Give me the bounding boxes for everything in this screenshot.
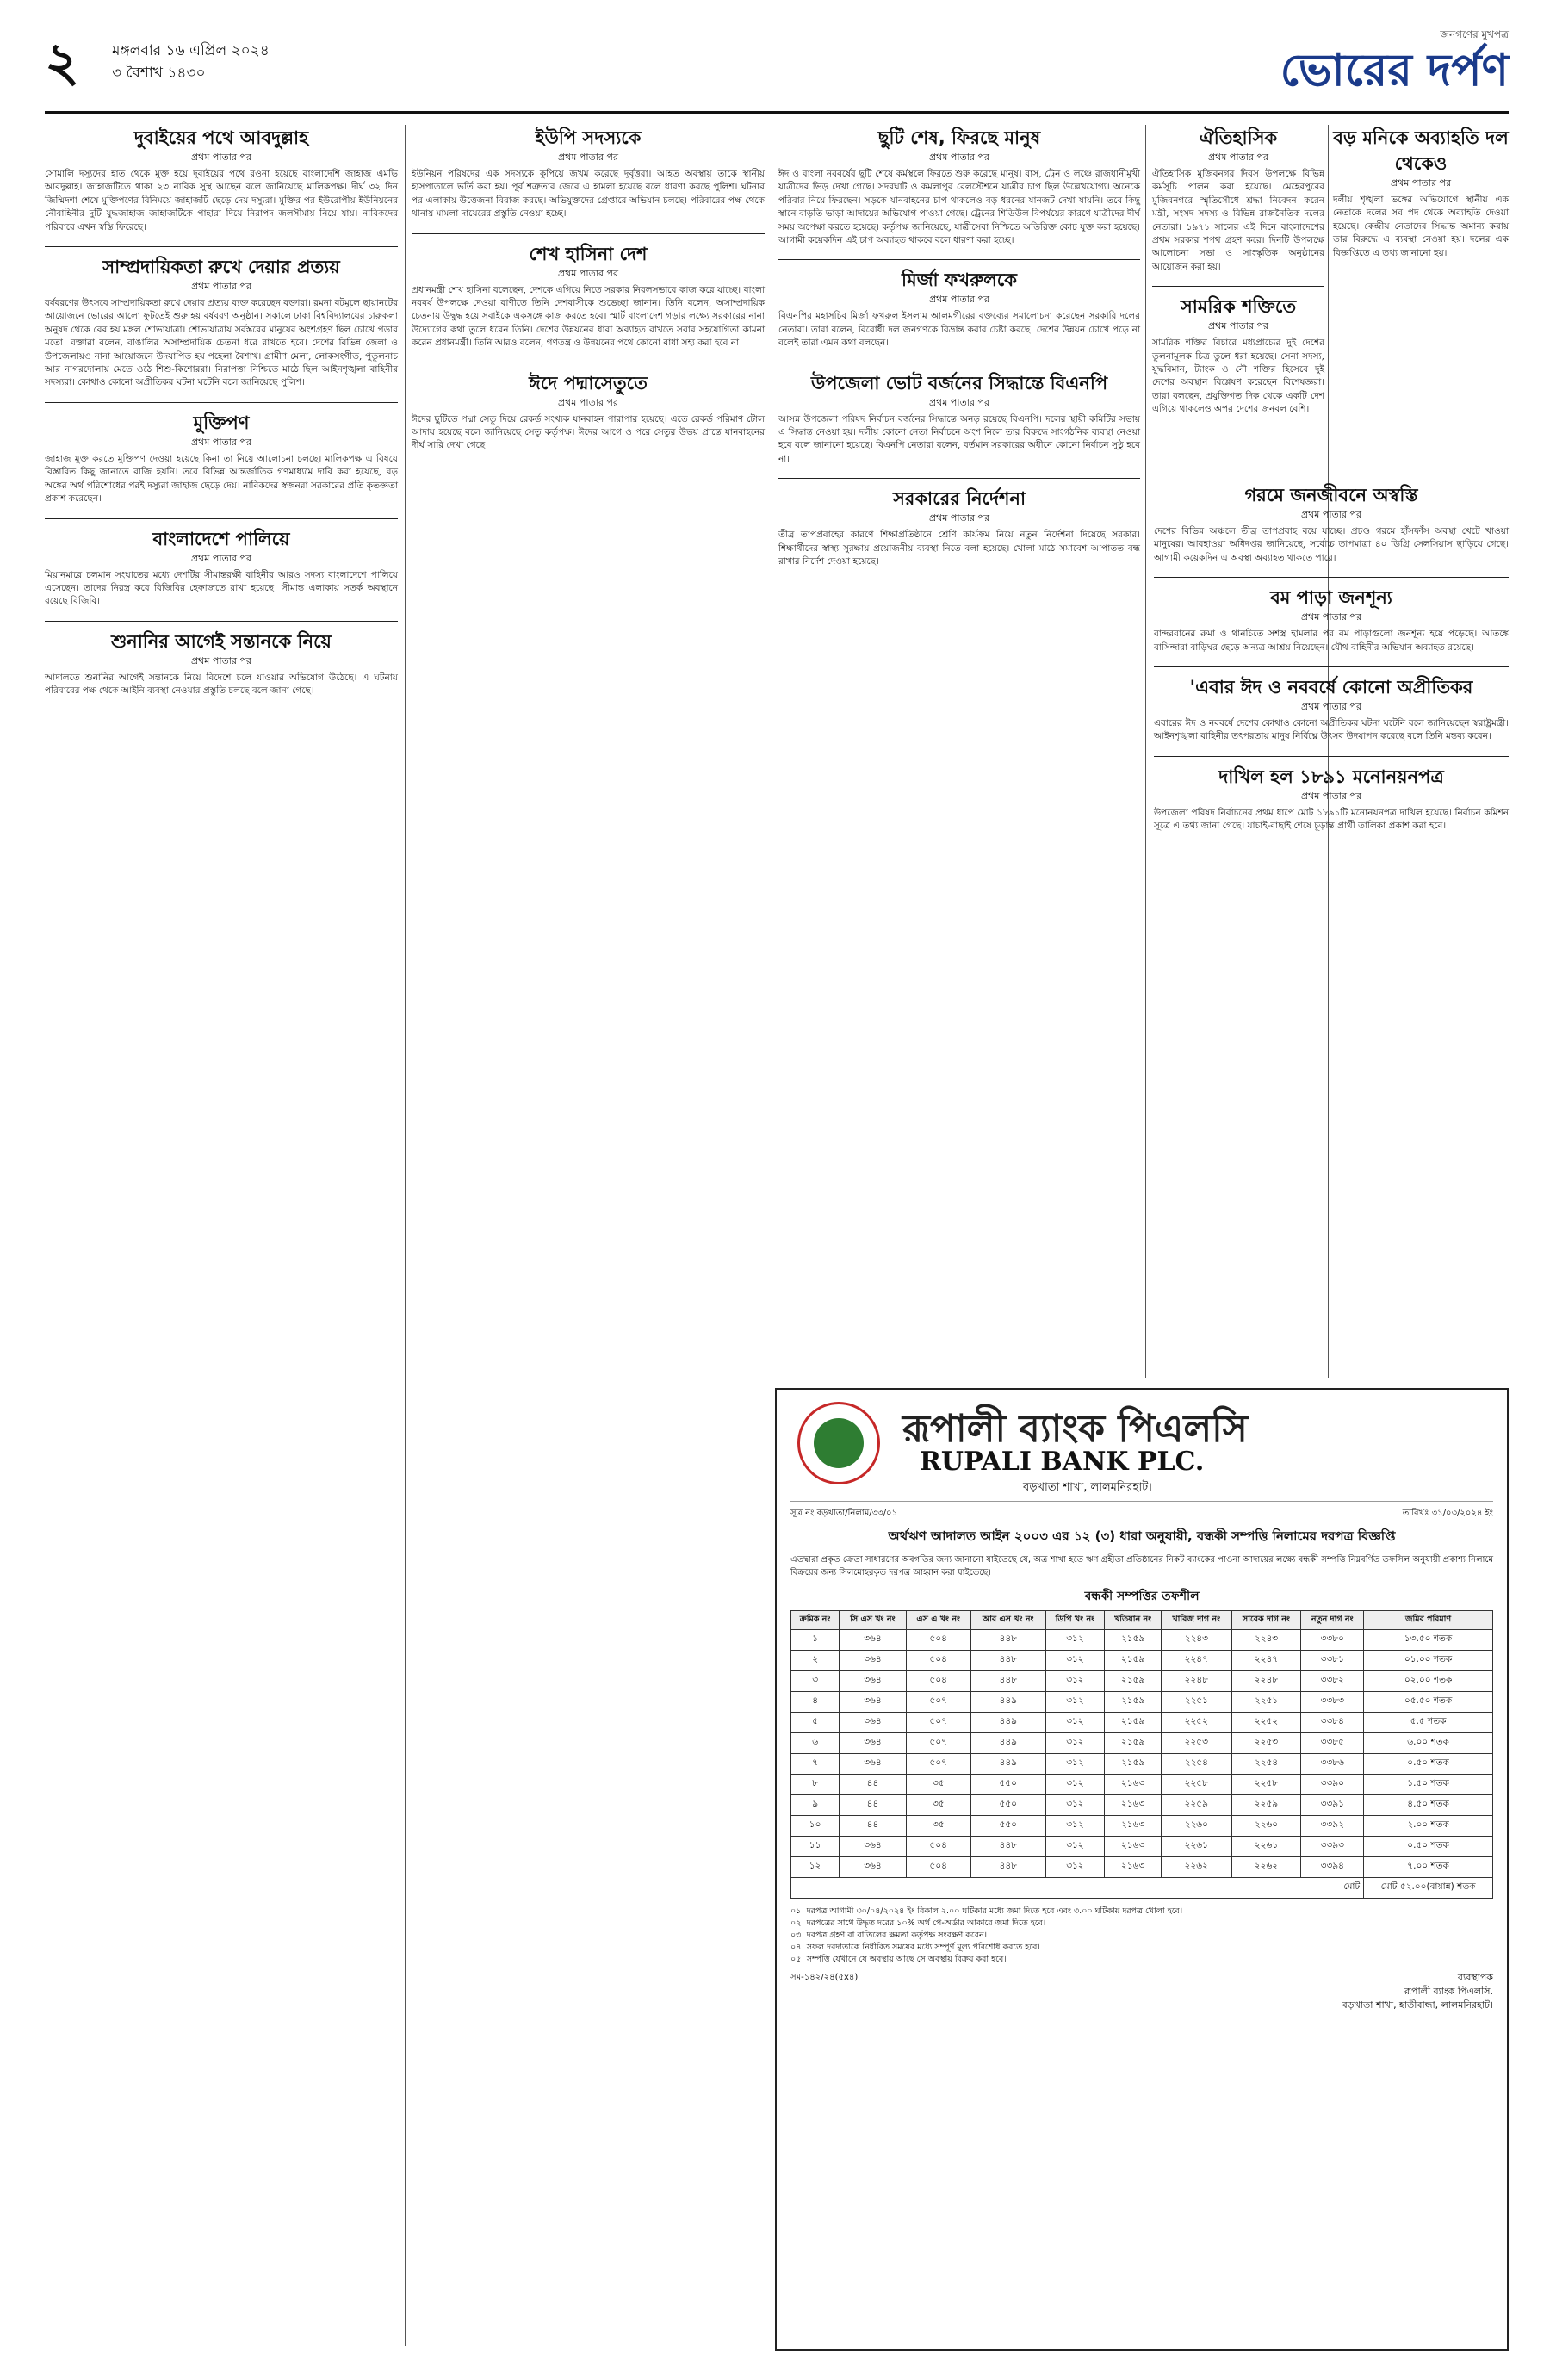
article-govt-directive — [778, 486, 1140, 568]
continued-label: প্রথম পাতার পর — [1207, 320, 1269, 332]
column-5-top — [1333, 125, 1509, 272]
continued-label: প্রথম পাতার পর — [190, 281, 252, 293]
table-cell: ৩১২ — [1045, 1733, 1105, 1754]
masthead — [45, 28, 1509, 114]
table-row — [791, 1837, 1493, 1857]
ad-body: এতদ্বারা প্রকৃত ক্রেতা সাধারণের অবগতির জন্য জানানো যাইতেছে যে, অত্র শাখা হতে ঋণ গ্রহীতা প্রতিষ্ঠানের নিকট ব্যাংকের পাওনা আদায়ের লক্ষ্যে বন্ধকী সম্পত্তি নিম্নবর্ণিত তফসিল অনুযায়ী প্রকাশ্য নিলামে বিক্রয়ের জন্য সিলমোহরকৃত দরপত্র আহ্বান করা যাইতেছে। — [790, 1555, 1493, 1577]
table-cell: ৪৪ — [840, 1795, 906, 1816]
article-title: মির্জা ফখরুলকে — [902, 270, 1017, 291]
schedule-title: বন্ধকী সম্পত্তির তফশীল — [1084, 1590, 1200, 1603]
property-schedule-table — [790, 1610, 1493, 1899]
article-communalism — [45, 254, 398, 390]
table-cell: ২২৪৩ — [1231, 1630, 1301, 1651]
article-eid-no-incident — [1154, 674, 1509, 744]
table-cell: ০৫.৫০ শতক — [1364, 1692, 1493, 1713]
date-line-bangla: ৩ বৈশাখ ১৪৩০ — [112, 65, 206, 82]
table-cell: ৩১২ — [1045, 1754, 1105, 1775]
total-value: মোট ৫২.০০(বায়ান্ন) শতক — [1364, 1878, 1493, 1899]
table-cell: ২২৬২ — [1162, 1857, 1232, 1878]
table-cell: ৩৬৪ — [840, 1692, 906, 1713]
table-cell: ২১৬৩ — [1105, 1857, 1162, 1878]
table-row — [791, 1775, 1493, 1795]
ad-header — [790, 1398, 1493, 1502]
table-cell: ৩৬৪ — [840, 1733, 906, 1754]
table-cell: ৪৪৮ — [970, 1651, 1045, 1671]
table-cell: ৩ — [791, 1671, 840, 1692]
bank-name-bn: রূপালী ব্যাংক পিএলসি — [902, 1407, 1248, 1451]
article-title: ঐতিহাসিক — [1199, 127, 1278, 148]
table-cell: ৫৫০ — [970, 1795, 1045, 1816]
table-cell: ২ — [791, 1651, 840, 1671]
article-body: দলীয় শৃঙ্খলা ভঙ্গের অভিযোগে স্থানীয় এক নেতাকে দলের সব পদ থেকে অব্যাহতি দেওয়া হয়েছে। কেন্দ্রীয় নেতাদের সিদ্ধান্ত অমান্য করায় তার বিরুদ্ধে এ ব্যবস্থা নেওয়া হয়। দলের এক বিজ্ঞপ্তিতে এ তথ্য জানানো হয়। — [1333, 195, 1509, 258]
table-cell: ২২৪৭ — [1162, 1651, 1232, 1671]
bank-branch: বড়খাতা শাখা, লালমনিরহাট। — [1023, 1481, 1152, 1494]
article-holiday-ends — [778, 125, 1140, 247]
logo-tagline: জনগণের মুখপত্র — [1440, 28, 1509, 40]
table-header-cell: সি এস খং নং — [840, 1611, 906, 1630]
article-body: ঐতিহাসিক মুজিবনগর দিবস উপলক্ষে বিভিন্ন কর্মসূচি পালন করা হয়েছে। মেহেরপুরের মুজিবনগরে স্মৃতিসৌধে শ্রদ্ধা নিবেদন করেন মন্ত্রী, সংসদ সদস্য ও বিভিন্ন রাজনৈতিক দলের নেতারা। ১৯৭১ সালের এই দিনে বাংলাদেশের প্রথম সরকার শপথ গ্রহণ করে। দিনটি উপলক্ষে আলোচনা সভা ও সাংস্কৃতিক অনুষ্ঠানের আয়োজন করা হয়। — [1152, 169, 1324, 272]
table-header-cell: আর এস খং নং — [970, 1611, 1045, 1630]
table-cell: ৫.৫ শতক — [1364, 1713, 1493, 1733]
article-sheikh-hasina — [412, 241, 765, 350]
table-cell: ২১৫৯ — [1105, 1630, 1162, 1651]
continued-label: প্রথম পাতার পর — [1300, 701, 1362, 713]
ad-term-item: ০১। দরপত্র আগামী ৩০/০৪/২০২৪ ইং বিকাল ২.০০ ঘটিকার মধ্যে জমা দিতে হবে এবং ৩.০০ ঘটিকায় দরপত্র খোলা হবে। — [790, 1906, 1183, 1916]
continued-label: প্রথম পাতার পর — [928, 396, 990, 408]
article-dubai — [45, 125, 398, 234]
page-number: ২ — [45, 30, 80, 93]
table-cell: ২১৬৩ — [1105, 1816, 1162, 1837]
table-cell: ১ — [791, 1630, 840, 1651]
article-body: এবারের ঈদ ও নববর্ষে দেশের কোথাও কোনো অপ্রীতিকর ঘটনা ঘটেনি বলে জানিয়েছেন স্বরাষ্ট্রমন্ত্রী। আইনশৃঙ্খলা বাহিনীর তৎপরতায় মানুষ নির্বিঘ্নে উৎসব উদযাপন করেছে বলে তিনি মন্তব্য করেন। — [1154, 718, 1509, 742]
continued-label: প্রথম পাতার পর — [1300, 509, 1362, 520]
article-body: তীব্র তাপপ্রবাহের কারণে শিক্ষাপ্রতিষ্ঠানে শ্রেণি কার্যক্রম নিয়ে নতুন নির্দেশনা দিয়েছে সরকার। শিক্ষার্থীদের স্বাস্থ্য সুরক্ষায় প্রয়োজনীয় ব্যবস্থা নিতে বলা হয়েছে। খোলা মাঠে সমাবেশ আপাতত বন্ধ রাখার নির্দেশ দেওয়া হয়েছে। — [778, 530, 1140, 567]
article-title: শেখ হাসিনা দেশ — [529, 243, 648, 264]
table-cell: ০.৫০ শতক — [1364, 1837, 1493, 1857]
continued-label: প্রথম পাতার পর — [190, 552, 252, 564]
table-cell: ৩১২ — [1045, 1630, 1105, 1651]
ad-terms-list — [790, 1906, 1493, 1966]
table-cell: ১৩.৫০ শতক — [1364, 1630, 1493, 1651]
table-cell: ৭ — [791, 1754, 840, 1775]
table-cell: ২১৬৩ — [1105, 1837, 1162, 1857]
table-row — [791, 1692, 1493, 1713]
continued-label: প্রথম পাতার পর — [190, 152, 252, 163]
table-cell: ১.৫০ শতক — [1364, 1775, 1493, 1795]
table-cell: ৩৩৯৪ — [1301, 1857, 1364, 1878]
table-cell: ৩৬৪ — [840, 1630, 906, 1651]
table-cell: ৪৪৯ — [970, 1754, 1045, 1775]
logo-name: ভোরের দর্পণ — [1280, 44, 1509, 96]
right-stack — [1154, 482, 1509, 846]
column-3 — [778, 125, 1140, 581]
continued-label: প্রথম পাতার পর — [1390, 177, 1452, 189]
table-cell: ৪ — [791, 1692, 840, 1713]
issue-date — [112, 40, 270, 84]
table-cell: ২২৪৩ — [1162, 1630, 1232, 1651]
table-header-cell: খারিজ দাগ নং — [1162, 1611, 1232, 1630]
ad-term-item: ০২। দরপত্রের সাথে উদ্ধৃত দরের ১০% অর্থ পে-অর্ডার আকারে জমা দিতে হবে। — [790, 1918, 1046, 1928]
sign-bank: রূপালী ব্যাংক পিএলসি. — [1404, 1986, 1493, 1997]
ad-ref-row — [790, 1507, 1493, 1522]
article-body: দেশের বিভিন্ন অঞ্চলে তীব্র তাপপ্রবাহ বয়ে যাচ্ছে। প্রচণ্ড গরমে হাঁসফাঁস অবস্থা খেটে খাওয়া মানুষের। আবহাওয়া অধিদপ্তর জানিয়েছে, সর্বোচ্চ তাপমাত্রা ৪০ ডিগ্রি সেলসিয়াস ছাড়িয়ে গেছে। আগামী কয়েকদিন এ অবস্থা অব্যাহত থাকতে পারে। — [1154, 526, 1509, 563]
table-cell: ২২৬০ — [1162, 1816, 1232, 1837]
continued-label: প্রথম পাতার পর — [1300, 790, 1362, 802]
table-cell: ৩১২ — [1045, 1775, 1105, 1795]
table-cell: ৩৩৮৬ — [1301, 1754, 1364, 1775]
table-cell: ৩৩৯০ — [1301, 1775, 1364, 1795]
table-cell: ১০ — [791, 1816, 840, 1837]
continued-label: প্রথম পাতার পর — [557, 267, 619, 279]
continued-label: প্রথম পাতার পর — [1300, 611, 1362, 623]
table-row — [791, 1630, 1493, 1651]
table-cell: ৩৩৯২ — [1301, 1816, 1364, 1837]
table-cell: ৮ — [791, 1775, 840, 1795]
article-title: দাখিল হল ১৮৯১ মনোনয়নপত্র — [1218, 765, 1444, 787]
table-row — [791, 1713, 1493, 1733]
table-cell: ৩৬৪ — [840, 1857, 906, 1878]
table-cell: ৪৪৮ — [970, 1671, 1045, 1692]
table-cell: ৫৫০ — [970, 1816, 1045, 1837]
table-row — [791, 1816, 1493, 1837]
continued-label: প্রথম পাতার পর — [557, 396, 619, 408]
ad-notice-title: অর্থঋণ আদালত আইন ২০০৩ এর ১২ (৩) ধারা অনুযায়ী, বন্ধকী সম্পত্তি নিলামের দরপত্র বিজ্ঞপ্তি — [888, 1528, 1396, 1544]
table-cell: ২২৫২ — [1231, 1713, 1301, 1733]
article-body: মিয়ানমারে চলমান সংঘাতের মধ্যে দেশটির সীমান্তরক্ষী বাহিনীর আরও সদস্য বাংলাদেশে পালিয়ে এসেছেন। তাদের নিরস্ত্র করে বিজিবির হেফাজতে রাখা হয়েছে। সীমান্ত এলাকায় সতর্ক অবস্থানে রয়েছে বিজিবি। — [45, 569, 398, 607]
table-cell: ৫৫০ — [970, 1775, 1045, 1795]
table-cell: ৫০৭ — [906, 1713, 970, 1733]
table-cell: ২২৫৯ — [1231, 1795, 1301, 1816]
article-body: সোমালি দস্যুদের হাত থেকে মুক্ত হয়ে দুবাইয়ের পথে রওনা হয়েছে বাংলাদেশি জাহাজ এমভি আবদুল্লাহ। জাহাজটিতে থাকা ২৩ নাবিক সুস্থ আছেন বলে জানিয়েছে মালিকপক্ষ। দীর্ঘ ৩২ দিন জিম্মিদশা শেষে মুক্তিপণের বিনিময়ে জাহাজটি ছেড়ে দেয় দস্যুরা। মুক্তির পর ইউরোপীয় ইউনিয়নের নৌবাহিনীর দুটি যুদ্ধজাহাজ জাহাজটিকে পাহারা দিয়ে নিরাপদ জলসীমায় নিয়ে যায়। নাবিকদের পরিবারে এখন স্বস্তি ফিরেছে। — [45, 169, 398, 232]
table-cell: ৩১২ — [1045, 1692, 1105, 1713]
table-header-cell: নতুন দাগ নং — [1301, 1611, 1364, 1630]
table-cell: ৪৪ — [840, 1816, 906, 1837]
table-cell: ৩১২ — [1045, 1857, 1105, 1878]
continued-label: প্রথম পাতার পর — [1207, 152, 1269, 163]
bank-seal-icon — [797, 1402, 880, 1484]
table-cell: ২২৫১ — [1231, 1692, 1301, 1713]
article-body: প্রধানমন্ত্রী শেখ হাসিনা বলেছেন, দেশকে এগিয়ে নিতে সরকার নিরলসভাবে কাজ করে যাচ্ছে। বাংলা নববর্ষ উপলক্ষে দেওয়া বাণীতে তিনি দেশবাসীকে শুভেচ্ছা জানান। তিনি বলেন, অসাম্প্রদায়িক চেতনায় উদ্বুদ্ধ হয়ে সবাইকে একসঙ্গে কাজ করতে হবে। স্মার্ট বাংলাদেশ গড়ার লক্ষ্যে সরকারের নানা উদ্যোগের কথা তুলে ধরেন তিনি। দেশের উন্নয়নের ধারা অব্যাহত রাখতে সবার সহযোগিতা কামনা করেন প্রধানমন্ত্রী। তিনি আরও বলেন, গণতন্ত্র ও উন্নয়নের পথে কোনো বাধা সহ্য করা হবে না। — [412, 284, 765, 349]
article-body: সামরিক শক্তির বিচারে মধ্যপ্রাচ্যের দুই দেশের তুলনামূলক চিত্র তুলে ধরা হয়েছে। সেনা সদস্য, যুদ্ধবিমান, ট্যাংক ও নৌ শক্তির হিসেবে দুই দেশের অবস্থান বিশ্লেষণ করেছেন বিশেষজ্ঞরা। তারা বলছেন, প্রযুক্তিগত দিক থেকে একটি দেশ এগিয়ে থাকলেও অপর দেশের জনবল বেশি। — [1152, 338, 1324, 415]
article-title: 'এবার ঈদ ও নববর্ষে কোনো অপ্রীতিকর — [1189, 677, 1473, 698]
article-title: ইউপি সদস্যকে — [535, 127, 642, 148]
table-cell: ৩৬৪ — [840, 1754, 906, 1775]
article-title: সামরিক শক্তিতে — [1180, 296, 1297, 318]
ad-term-item: ০৪। সফল দরদাতাকে নির্ধারিত সময়ের মধ্যে সম্পূর্ণ মূল্য পরিশোধ করতে হবে। — [790, 1943, 1040, 1952]
table-cell: ৭.০০ শতক — [1364, 1857, 1493, 1878]
article-title: সাম্প্রদায়িকতা রুখে দেয়ার প্রত্যয় — [102, 257, 340, 278]
article-title: গরমে জনজীবনে অস্বস্তি — [1244, 485, 1418, 505]
continued-label: প্রথম পাতার পর — [557, 152, 619, 163]
table-cell: ২১৫৯ — [1105, 1651, 1162, 1671]
table-cell: ৪৪ — [840, 1775, 906, 1795]
table-cell: ২২৫৮ — [1162, 1775, 1232, 1795]
article-body: বর্ষবরণের উৎসবে সাম্প্রদায়িকতা রুখে দেয়ার প্রত্যয় ব্যক্ত করেছেন বক্তারা। রমনা বটমূলে ছায়ানটের আয়োজনে ভোরের আলো ফুটতেই শুরু হয় বর্ষবরণ অনুষ্ঠান। সকালে ঢাকা বিশ্ববিদ্যালয়ের চারুকলা অনুষদ থেকে বের হয় মঙ্গল শোভাযাত্রা। শোভাযাত্রায় সর্বস্তরের মানুষের অংশগ্রহণ ছিল চোখে পড়ার মতো। বক্তারা বলেন, বাঙালির অসাম্প্রদায়িক চেতনা ধরে রাখতে হবে। দেশের বিভিন্ন জেলা ও উপজেলায়ও নানা আয়োজনে উদযাপিত হয় পহেলা বৈশাখ। গ্রামীণ মেলা, লোকসংগীত, পুতুলনাচ আর নাগরদোলায় মেতে ওঠে শিশু-কিশোররা। নিরাপত্তা নিশ্চিতে মাঠে ছিল আইনশৃঙ্খলা বাহিনীর সদস্যরা। কোথাও কোনো অপ্রীতিকর ঘটনা ঘটেনি বলে জানিয়েছে পুলিশ। — [45, 298, 398, 388]
ad-term-item: ০৫। সম্পত্তি যেখানে যে অবস্থায় আছে সে অবস্থায় বিক্রয় করা হবে। — [790, 1955, 1007, 1964]
table-row — [791, 1671, 1493, 1692]
article-fled-bangladesh — [45, 526, 398, 609]
sign-title: ব্যবস্থাপক — [1457, 1972, 1493, 1983]
article-mirza-fakhrul — [778, 267, 1140, 350]
article-body: উপজেলা পরিষদ নির্বাচনের প্রথম ধাপে মোট ১৮৯১টি মনোনয়নপত্র দাখিল হয়েছে। নির্বাচন কমিশন সূত্রে এ তথ্য জানা গেছে। যাচাই-বাছাই শেষে চূড়ান্ত প্রার্থী তালিকা প্রকাশ করা হবে। — [1154, 807, 1509, 832]
table-cell: ২২৬২ — [1231, 1857, 1301, 1878]
table-cell: ৪৪৯ — [970, 1733, 1045, 1754]
table-cell: ৩১২ — [1045, 1795, 1105, 1816]
table-cell: ৫০৭ — [906, 1692, 970, 1713]
continued-label: প্রথম পাতার পর — [928, 152, 990, 163]
table-header-cell: খতিয়ান নং — [1105, 1611, 1162, 1630]
table-cell: ৩৩৮০ — [1301, 1630, 1364, 1651]
ad-term-item: ০৩। দরপত্র গ্রহণ বা বাতিলের ক্ষমতা কর্তৃপক্ষ সংরক্ষণ করেন। — [790, 1931, 988, 1940]
bank-name-en: RUPALI BANK PLC. — [920, 1447, 1205, 1477]
table-cell: ৫০৪ — [906, 1671, 970, 1692]
column-2 — [412, 125, 765, 465]
table-header-cell: জমির পরিমাণ — [1364, 1611, 1493, 1630]
table-cell: ০.৫০ শতক — [1364, 1754, 1493, 1775]
ad-ref: সূত্র নং বড়খাতা/নিলাম/৩৩/০১ — [790, 1509, 897, 1518]
table-cell: ২২৫১ — [1162, 1692, 1232, 1713]
table-cell: ২২৫৪ — [1231, 1754, 1301, 1775]
article-body: ঈদের ছুটিতে পদ্মা সেতু দিয়ে রেকর্ড সংখ্যক যানবাহন পারাপার হয়েছে। এতে রেকর্ড পরিমাণ টোল আদায় হয়েছে বলে জানিয়েছে সেতু কর্তৃপক্ষ। ঈদের আগে ও পরে সেতুর উভয় প্রান্তে যানবাহনের দীর্ঘ সারি দেখা গেছে। — [412, 413, 765, 451]
table-header-cell: ক্রমিক নং — [791, 1611, 840, 1630]
date-line-gregorian: মঙ্গলবার ১৬ এপ্রিল ২০২৪ — [112, 42, 270, 59]
table-row — [791, 1651, 1493, 1671]
table-row — [791, 1754, 1493, 1775]
article-body: বান্দরবানের রুমা ও থানচিতে সশস্ত্র হামলার পর বম পাড়াগুলো জনশূন্য হয়ে পড়েছে। আতঙ্কে বাসিন্দারা বাড়িঘর ছেড়ে অন্যত্র আশ্রয় নিয়েছেন। যৌথ বাহিনীর অভিযান অব্যাহত রয়েছে। — [1154, 629, 1509, 653]
table-cell: ৫০৭ — [906, 1733, 970, 1754]
article-title: ছুটি শেষ, ফিরছে মানুষ — [877, 127, 1041, 148]
table-cell: ৩৩৮৩ — [1301, 1692, 1364, 1713]
table-cell: ২১৫৯ — [1105, 1671, 1162, 1692]
article-title: উপজেলা ভোট বর্জনের সিদ্ধান্তে বিএনপি — [810, 372, 1108, 394]
table-row — [791, 1733, 1493, 1754]
total-label: মোট — [791, 1878, 1364, 1899]
table-cell: ২২৫৩ — [1231, 1733, 1301, 1754]
continued-label: প্রথম পাতার পর — [190, 654, 252, 666]
table-cell: ২.০০ শতক — [1364, 1816, 1493, 1837]
table-cell: ২২৫৪ — [1162, 1754, 1232, 1775]
article-title: বম পাড়া জনশূন্য — [1270, 587, 1392, 609]
table-cell: ৩১২ — [1045, 1671, 1105, 1692]
table-cell: ২২৬০ — [1231, 1816, 1301, 1837]
table-header-cell: সাবেক দাগ নং — [1231, 1611, 1301, 1630]
table-header-cell: এস এ খং নং — [906, 1611, 970, 1630]
article-body: বিএনপির মহাসচিব মির্জা ফখরুল ইসলাম আলমগীরের বক্তব্যের সমালোচনা করেছেন সরকারি দলের নেতারা। তারা বলেন, বিরোধী দল জনগণকে বিভ্রান্ত করার চেষ্টা করছে। দেশের উন্নয়ন চোখে পড়ে না বলেই তারা এমন কথা বলছেন। — [778, 311, 1140, 349]
continued-label: প্রথম পাতার পর — [928, 294, 990, 306]
article-nominations — [1154, 764, 1509, 834]
table-cell: ২১৫৯ — [1105, 1692, 1162, 1713]
article-bawm-para — [1154, 585, 1509, 654]
table-cell: ৩৫ — [906, 1816, 970, 1837]
continued-label: প্রথম পাতার পর — [190, 436, 252, 448]
table-cell: ৫০৪ — [906, 1651, 970, 1671]
ad-date: তারিখঃ ৩১/০৩/২০২৪ ইং — [1402, 1509, 1493, 1518]
table-row — [791, 1795, 1493, 1816]
table-cell: ২২৫৯ — [1162, 1795, 1232, 1816]
table-cell: ৫০৪ — [906, 1630, 970, 1651]
table-cell: ৫০৭ — [906, 1754, 970, 1775]
article-title: শুনানির আগেই সন্তানকে নিয়ে — [111, 630, 332, 652]
sign-branch: বড়খাতা শাখা, হাতীবান্ধা, লালমনিরহাট। — [1342, 1999, 1493, 2011]
table-cell: ৫ — [791, 1713, 840, 1733]
table-cell: ২১৬৩ — [1105, 1795, 1162, 1816]
article-upazila-boycott — [778, 370, 1140, 467]
table-cell: ২২৬১ — [1231, 1837, 1301, 1857]
table-cell: ৪.৫০ শতক — [1364, 1795, 1493, 1816]
article-up-member — [412, 125, 765, 221]
article-body: আদালতে শুনানির আগেই সন্তানকে নিয়ে বিদেশে চলে যাওয়ার অভিযোগ উঠেছে। এ ঘটনায় পরিবারের পক্ষ থেকে আইনি ব্যবস্থা নেওয়ার প্রস্তুতি চলছে বলে জানা গেছে। — [45, 672, 398, 697]
table-cell: ২২৫৮ — [1231, 1775, 1301, 1795]
table-cell: ২১৫৯ — [1105, 1713, 1162, 1733]
table-cell: ২১৫৯ — [1105, 1733, 1162, 1754]
table-cell: ৩৩৮৫ — [1301, 1733, 1364, 1754]
table-cell: ৩৫ — [906, 1775, 970, 1795]
table-cell: ৩৩৮৪ — [1301, 1713, 1364, 1733]
table-cell: ৩৩৮১ — [1301, 1651, 1364, 1671]
table-cell: ৬ — [791, 1733, 840, 1754]
table-row — [791, 1857, 1493, 1878]
table-cell: ২২৫৩ — [1162, 1733, 1232, 1754]
article-title: ঈদে পদ্মাসেতুতে — [529, 372, 648, 394]
table-cell: ৯ — [791, 1795, 840, 1816]
column-4 — [1152, 125, 1324, 429]
article-title: দুবাইয়ের পথে আবদুল্লাহ — [133, 127, 309, 148]
table-cell: ০১.০০ শতক — [1364, 1651, 1493, 1671]
article-ransom — [45, 410, 398, 506]
article-title: বড় মনিকে অব্যাহতি দল থেকেও — [1333, 127, 1509, 174]
table-cell: ৩৩৯১ — [1301, 1795, 1364, 1816]
article-title: বাংলাদেশে পালিয়ে — [152, 528, 290, 549]
table-cell: ৩১২ — [1045, 1837, 1105, 1857]
table-cell: ০২.০০ শতক — [1364, 1671, 1493, 1692]
table-cell: ২২৫২ — [1162, 1713, 1232, 1733]
article-title: মুক্তিপণ — [193, 412, 250, 433]
table-cell: ১১ — [791, 1837, 840, 1857]
table-cell: ৩৬৪ — [840, 1713, 906, 1733]
article-boro-moni — [1333, 125, 1509, 260]
table-cell: ৪৪৯ — [970, 1713, 1045, 1733]
table-cell: ৪৪৯ — [970, 1692, 1045, 1713]
bank-auction-ad — [775, 1388, 1509, 2351]
table-cell: ১২ — [791, 1857, 840, 1878]
ad-code: সম-১৪২/২৪(৫x৪) — [790, 1973, 859, 1982]
newspaper-logo — [1224, 28, 1509, 105]
continued-label: প্রথম পাতার পর — [928, 512, 990, 524]
table-cell: ৩৩৮২ — [1301, 1671, 1364, 1692]
table-cell: ৪৪৮ — [970, 1630, 1045, 1651]
table-cell: ৩১২ — [1045, 1816, 1105, 1837]
table-cell: ৪৪৮ — [970, 1857, 1045, 1878]
table-cell: ৩৬৪ — [840, 1651, 906, 1671]
article-heat — [1154, 482, 1509, 565]
ad-footer — [790, 1971, 1493, 2012]
table-cell: ৫০৪ — [906, 1857, 970, 1878]
table-cell: ৩১২ — [1045, 1713, 1105, 1733]
table-cell: ২২৪৮ — [1231, 1671, 1301, 1692]
article-hearing — [45, 629, 398, 698]
table-header-cell: ডিপি খং নং — [1045, 1611, 1105, 1630]
article-title: সরকারের নির্দেশনা — [892, 488, 1026, 510]
column-1 — [45, 125, 398, 710]
table-cell: ৩৫ — [906, 1795, 970, 1816]
article-padma-bridge — [412, 370, 765, 453]
table-cell: ২১৬৩ — [1105, 1775, 1162, 1795]
table-cell: ৫০৪ — [906, 1837, 970, 1857]
table-cell: ৩৬৪ — [840, 1671, 906, 1692]
article-body: জাহাজ মুক্ত করতে মুক্তিপণ দেওয়া হয়েছে কিনা তা নিয়ে আলোচনা চলছে। মালিকপক্ষ এ বিষয়ে বিস্তারিত কিছু জানাতে রাজি হয়নি। তবে বিভিন্ন আন্তর্জাতিক গণমাধ্যমে দাবি করা হয়েছে, বড় অঙ্কের অর্থ পরিশোধের পরই দস্যুরা জাহাজ ছেড়ে দেয়। নাবিকদের স্বজনরা সরকারের প্রতি কৃতজ্ঞতা প্রকাশ করেছেন। — [45, 453, 398, 505]
table-cell: ২২৪৮ — [1162, 1671, 1232, 1692]
table-cell: ২২৬১ — [1162, 1837, 1232, 1857]
table-cell: ২১৫৯ — [1105, 1754, 1162, 1775]
article-historic — [1152, 125, 1324, 274]
table-cell: ২২৪৭ — [1231, 1651, 1301, 1671]
table-cell: ৩১২ — [1045, 1651, 1105, 1671]
table-cell: ৩৩৯৩ — [1301, 1837, 1364, 1857]
article-body: ঈদ ও বাংলা নববর্ষের ছুটি শেষে কর্মস্থলে ফিরতে শুরু করেছে মানুষ। বাস, ট্রেন ও লঞ্চে রাজধানীমুখী যাত্রীদের ভিড় দেখা গেছে। সদরঘাট ও কমলাপুর রেলস্টেশনে যাত্রীর চাপ ছিল উল্লেখযোগ্য। অনেকে পরিবার নিয়ে ফিরছেন। সড়কে যানবাহনের চাপ থাকলেও বড় ধরনের যানজট দেখা যায়নি। তবে কিছু স্থানে বাড়তি ভাড়া আদায়ের অভিযোগ পাওয়া গেছে। ট্রেনের শিডিউল বিপর্যয়ের কারণে যাত্রীদের দীর্ঘ সময় অপেক্ষা করতে হয়েছে। কর্তৃপক্ষ জানিয়েছে, যাত্রীসেবা নিশ্চিতে অতিরিক্ত কোচ যুক্ত করা হয়েছে। আগামী কয়েকদিন এই চাপ অব্যাহত থাকবে বলে ধারণা করা হচ্ছে। — [778, 169, 1140, 246]
article-body: আসন্ন উপজেলা পরিষদ নির্বাচন বর্জনের সিদ্ধান্তে অনড় রয়েছে বিএনপি। দলের স্থায়ী কমিটির সভায় এ সিদ্ধান্ত নেওয়া হয়। দলীয় কোনো নেতা নির্বাচনে অংশ নিলে তার বিরুদ্ধে সাংগঠনিক ব্যবস্থা নেওয়া হবে বলে জানানো হয়েছে। বিএনপি নেতারা বলেন, বর্তমান সরকারের অধীনে কোনো নির্বাচন সুষ্ঠু হবে না। — [778, 413, 1140, 464]
article-body: ইউনিয়ন পরিষদের এক সদস্যকে কুপিয়ে জখম করেছে দুর্বৃত্তরা। আহত অবস্থায় তাকে স্থানীয় হাসপাতালে ভর্তি করা হয়। পূর্ব শত্রুতার জেরে এ হামলা হয়েছে বলে ধারণা করছে পুলিশ। ঘটনার পর এলাকায় উত্তেজনা বিরাজ করছে। অভিযুক্তদের গ্রেপ্তারে অভিযান চলছে। পরিবারের পক্ষ থেকে থানায় মামলা দায়েরের প্রস্তুতি নেওয়া হচ্ছে। — [412, 169, 765, 220]
table-cell: ৩৬৪ — [840, 1837, 906, 1857]
table-cell: ৬.০০ শতক — [1364, 1733, 1493, 1754]
article-military-power — [1152, 294, 1324, 416]
table-cell: ৪৪৮ — [970, 1837, 1045, 1857]
ad-signature — [1342, 1971, 1493, 2012]
